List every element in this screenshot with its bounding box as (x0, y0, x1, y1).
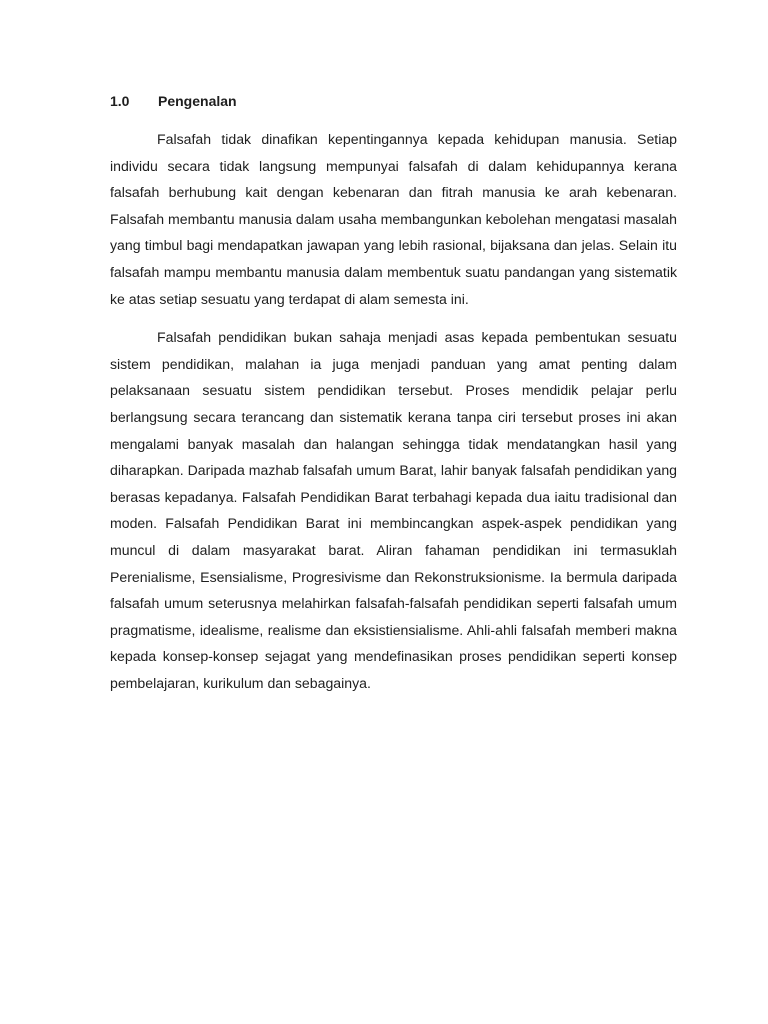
section-title: Pengenalan (158, 93, 237, 109)
section-heading (110, 90, 677, 112)
document-page (110, 90, 677, 708)
paragraph-2: Falsafah pendidikan bukan sahaja menjadi asas kepada pembentukan sesuatu sistem pendidikan, malahan ia juga menjadi panduan yang amat penting dalam pelaksanaan sesuatu sistem pendidikan tersebut. Proses mendidik pelajar perlu berlangsung secara terancang dan sistematik kerana tanpa ciri tersebut proses ini akan mengalami banyak masalah dan halangan sehingga tidak mendatangkan hasil yang diharapkan. Daripada mazhab falsafah umum Barat, lahir banyak falsafah pendidikan yang berasas kepadanya. Falsafah Pendidikan Barat terbahagi kepada dua iaitu tradisional dan moden. Falsafah Pendidikan Barat ini membincangkan aspek-aspek pendidikan yang muncul di dalam masyarakat barat. Aliran fahaman pendidikan ini termasuklah Perenialisme, Esensialisme, Progresivisme dan Rekonstruksionisme. Ia bermula daripada falsafah umum seterusnya melahirkan falsafah-falsafah pendidikan seperti falsafah umum pragmatisme, idealisme, realisme dan eksistiensialisme. Ahli-ahli falsafah memberi makna kepada konsep-konsep sejagat yang mendefinasikan proses pendidikan seperti konsep pembelajaran, kurikulum dan sebagainya. (110, 329, 677, 691)
section-number: 1.0 (110, 93, 130, 109)
paragraph-1: Falsafah tidak dinafikan kepentingannya kepada kehidupan manusia. Setiap individu secara tidak langsung mempunyai falsafah di dalam kehidupannya kerana falsafah berhubung kait dengan kebenaran dan fitrah manusia ke arah kebenaran. Falsafah membantu manusia dalam usaha membangunkan kebolehan mengatasi masalah yang timbul bagi mendapatkan jawapan yang lebih rasional, bijaksana dan jelas. Selain itu falsafah mampu membantu manusia dalam membentuk suatu pandangan yang sistematik ke atas setiap sesuatu yang terdapat di alam semesta ini. (110, 131, 677, 307)
